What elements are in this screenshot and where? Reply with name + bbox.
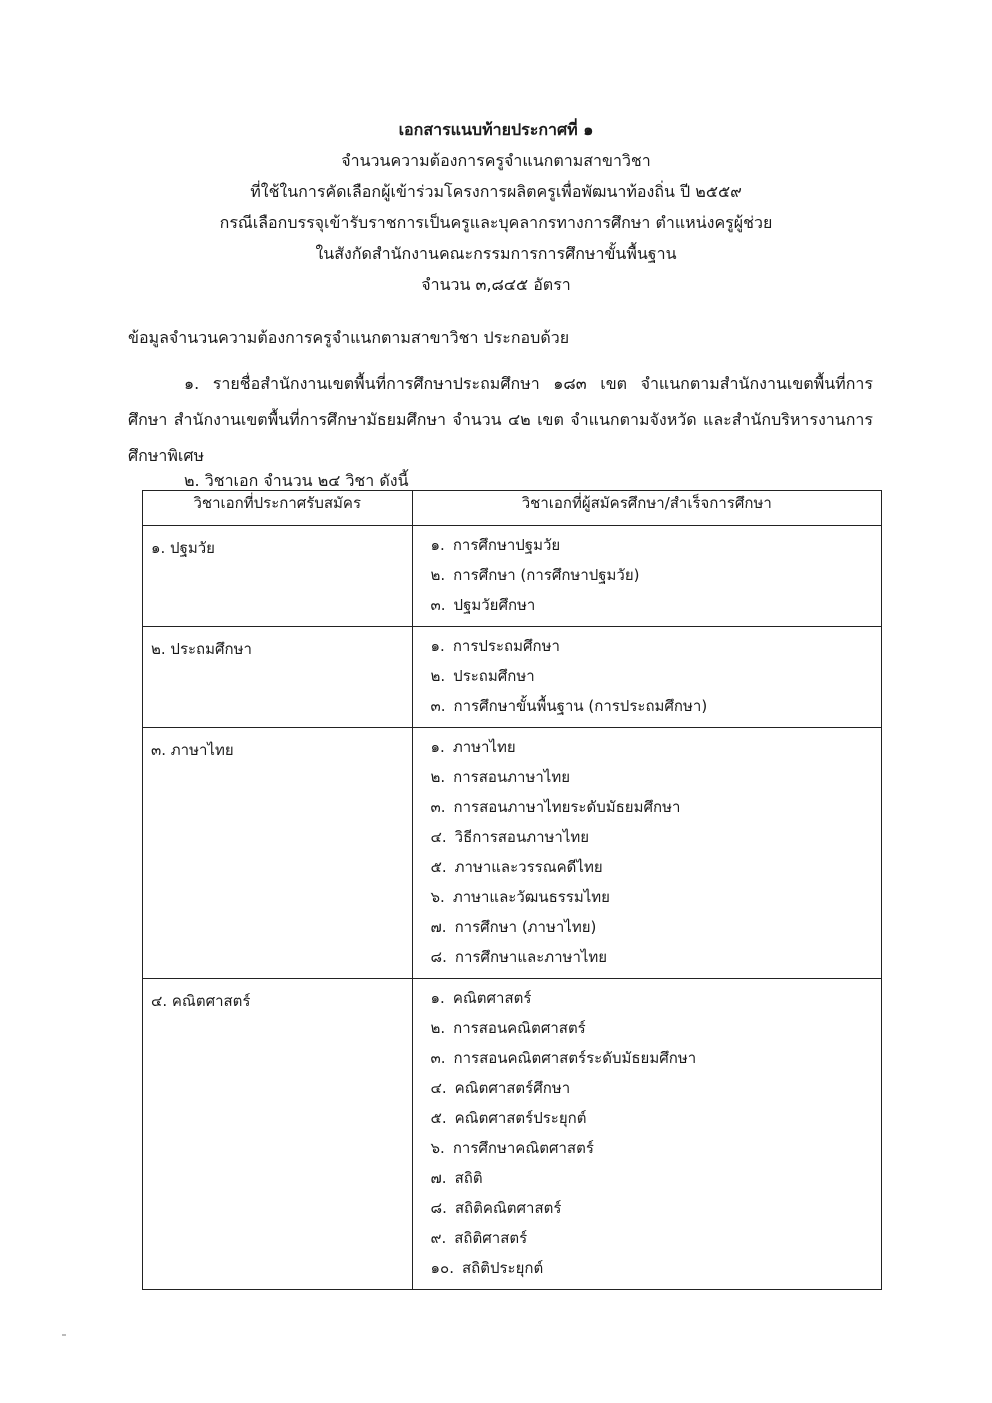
- courses-cell: [412, 627, 881, 728]
- intro-item-1: ๑. รายชื่อสำนักงานเขตพื้นที่การศึกษาประถมศึกษา ๑๘๓ เขต จำแนกตามสำนักงานเขตพื้นที่การศึกษา สำนักงานเขตพื้นที่การศึกษามัธยมศึกษา จำนวน ๔๒ เขต จำแนกตามจังหวัด และสำนักบริหารงานการศึกษาพิเศษ: [128, 374, 873, 465]
- list-item: ๓. การสอนภาษาไทยระดับมัธยมศึกษา: [430, 798, 681, 816]
- list-item: ๑๐. สถิติประยุกต์: [430, 1259, 544, 1277]
- category-cell: [143, 627, 413, 728]
- list-item: ๒. การสอนภาษาไทย: [430, 768, 570, 786]
- courses-cell: [412, 526, 881, 627]
- list-item: ๑. การศึกษาปฐมวัย: [430, 536, 561, 554]
- category-cell: [143, 728, 413, 979]
- list-item: ๖. การศึกษาคณิตศาสตร์: [430, 1139, 594, 1157]
- list-item: ๕. คณิตศาสตร์ประยุกต์: [430, 1109, 587, 1127]
- list-item: ๓. การสอนคณิตศาสตร์ระดับมัธยมศึกษา: [430, 1049, 697, 1067]
- list-item: ๙. สถิติศาสตร์: [430, 1229, 528, 1247]
- header-line-5: จำนวน ๓,๘๔๕ อัตรา: [421, 275, 571, 294]
- list-item: ๔. คณิตศาสตร์ศึกษา: [430, 1079, 571, 1097]
- scan-speck: [62, 1334, 66, 1336]
- table-row: [143, 526, 882, 627]
- list-item: ๗. การศึกษา (ภาษาไทย): [430, 918, 597, 936]
- list-item: ๗. สถิติ: [430, 1169, 483, 1187]
- header-line-2: ที่ใช้ในการคัดเลือกผู้เข้าร่วมโครงการผลิตครูเพื่อพัฒนาท้องถิ่น ปี ๒๕๕๙: [250, 182, 742, 201]
- courses-cell: [412, 728, 881, 979]
- table-row: [143, 627, 882, 728]
- document-title: เอกสารแนบท้ายประกาศที่ ๑: [398, 120, 594, 139]
- intro-section: [128, 322, 873, 474]
- list-item: ๕. ภาษาและวรรณคดีไทย: [430, 858, 603, 876]
- header-studied-major: วิชาเอกที่ผู้สมัครศึกษา/สำเร็จการศึกษา: [412, 491, 881, 526]
- list-item: ๒. การศึกษา (การศึกษาปฐมวัย): [430, 566, 640, 584]
- list-item: ๓. การศึกษาขั้นพื้นฐาน (การประถมศึกษา): [430, 697, 708, 715]
- list-item: ๑. คณิตศาสตร์: [430, 989, 532, 1007]
- list-item: ๑. ภาษาไทย: [430, 738, 516, 756]
- header-line-4: ในสังกัดสำนักงานคณะกรรมการการศึกษาขั้นพื้นฐาน: [315, 244, 677, 263]
- list-item: ๘. สถิติคณิตศาสตร์: [430, 1199, 562, 1217]
- category-cell: [143, 979, 413, 1290]
- category-label: ๑. ปฐมวัย: [151, 539, 215, 557]
- category-label: ๔. คณิตศาสตร์: [151, 992, 251, 1010]
- announcement-header: [0, 114, 992, 300]
- table-row: [143, 728, 882, 979]
- list-item: ๒. การสอนคณิตศาสตร์: [430, 1019, 586, 1037]
- list-item: ๑. การประถมศึกษา: [430, 637, 560, 655]
- category-cell: [143, 526, 413, 627]
- list-item: ๒. ประถมศึกษา: [430, 667, 535, 685]
- table-header-row: [143, 491, 882, 526]
- list-item: ๓. ปฐมวัยศึกษา: [430, 596, 536, 614]
- list-item: ๔. วิธีการสอนภาษาไทย: [430, 828, 590, 846]
- category-label: ๓. ภาษาไทย: [151, 741, 234, 759]
- table-row: [143, 979, 882, 1290]
- header-line-1: จำนวนความต้องการครูจำแนกตามสาขาวิชา: [341, 151, 651, 170]
- subjects-heading: ๒. วิชาเอก จำนวน ๒๔ วิชา ดังนี้: [184, 471, 409, 490]
- list-item: ๖. ภาษาและวัฒนธรรมไทย: [430, 888, 610, 906]
- intro-lead: ข้อมูลจำนวนความต้องการครูจำแนกตามสาขาวิชา ประกอบด้วย: [128, 328, 570, 347]
- category-label: ๒. ประถมศึกษา: [151, 640, 252, 658]
- list-item: ๘. การศึกษาและภาษาไทย: [430, 948, 608, 966]
- courses-cell: [412, 979, 881, 1290]
- header-announced-major: วิชาเอกที่ประกาศรับสมัคร: [143, 491, 413, 526]
- header-line-3: กรณีเลือกบรรจุเข้ารับราชการเป็นครูและบุคลากรทางการศึกษา ตำแหน่งครูผู้ช่วย: [219, 213, 773, 232]
- subjects-table: [142, 490, 882, 1290]
